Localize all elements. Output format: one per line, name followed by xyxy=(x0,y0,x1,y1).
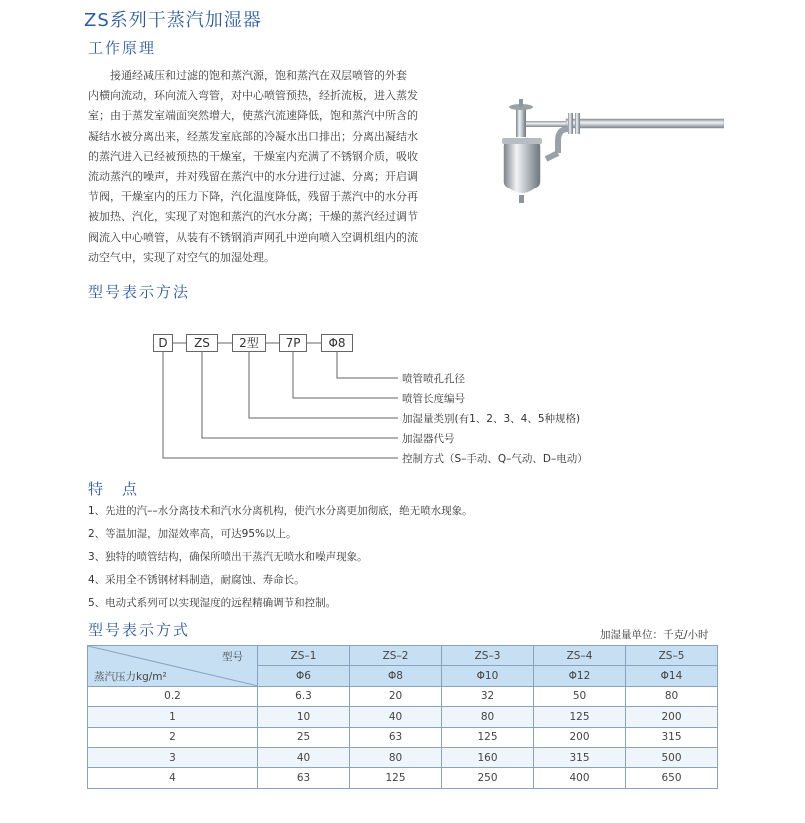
section-heading-features: 特 点 xyxy=(88,480,140,498)
table-cell: 40 xyxy=(350,707,442,727)
table-row xyxy=(88,768,718,788)
code-label-hole-diameter: 喷管喷孔孔径 xyxy=(402,373,465,385)
principle-line: 的蒸汽进入已经被预热的干燥室，干燥室内充满了不锈钢介质，吸收 xyxy=(88,149,418,163)
table-cell: 80 xyxy=(442,707,534,727)
table-cell: 32 xyxy=(442,686,534,706)
feature-item: 1、先进的汽––水分离技术和汽水分离机构，使汽水分离更加彻底，绝无喷水现象。 xyxy=(88,505,473,517)
principle-line: 内横向流动，环向流入弯管，对中心喷管预热，经折流板，进入蒸发 xyxy=(88,89,418,103)
table-cell-pressure: 3 xyxy=(88,747,258,767)
principle-line: 动空气中，实现了对空气的加湿处理。 xyxy=(88,250,275,264)
feature-item: 2、等温加湿，加湿效率高，可达95%以上。 xyxy=(88,528,297,540)
principle-line: 接通经减压和过滤的饱和蒸汽源，饱和蒸汽在双层喷管的外套 xyxy=(110,69,407,82)
table-cell: 315 xyxy=(626,727,718,747)
table-row xyxy=(88,686,718,706)
page-title: ZS系列干蒸汽加湿器 xyxy=(84,10,262,31)
code-part-series: ZS xyxy=(186,334,218,352)
table-cell: 63 xyxy=(350,727,442,747)
table-corner-cell xyxy=(88,646,258,687)
code-label-capacity: 加湿量类别(有1、2、3、4、5种规格) xyxy=(402,413,581,425)
table-cell: 315 xyxy=(534,747,626,767)
table-header-cell: Φ12 xyxy=(534,666,626,686)
table-row xyxy=(88,727,718,747)
table-cell: 250 xyxy=(442,768,534,788)
table-cell: 63 xyxy=(258,768,350,788)
table-header-cell: ZS–4 xyxy=(534,646,626,666)
table-cell-pressure: 1 xyxy=(88,707,258,727)
table-cell: 650 xyxy=(626,768,718,788)
table-cell: 80 xyxy=(626,686,718,706)
table-cell: 200 xyxy=(626,707,718,727)
table-cell: 6.3 xyxy=(258,686,350,706)
section-heading-model-table: 型号表示方式 xyxy=(88,621,191,639)
table-row xyxy=(88,747,718,767)
table-cell: 40 xyxy=(258,747,350,767)
table-cell: 80 xyxy=(350,747,442,767)
section-heading-principle: 工作原理 xyxy=(88,39,157,57)
table-cell: 125 xyxy=(534,707,626,727)
code-label-series: 加湿器代号 xyxy=(402,433,455,445)
table-cell: 200 xyxy=(534,727,626,747)
table-cell-pressure: 0.2 xyxy=(88,686,258,706)
code-part-hole-diameter: Φ8 xyxy=(321,334,353,352)
table-cell: 25 xyxy=(258,727,350,747)
table-header-cell: ZS–1 xyxy=(258,646,350,666)
principle-line: 凝结水被分离出来，经蒸发室底部的冷凝水出口排出；分离出凝结水 xyxy=(88,129,418,143)
principle-line: 阀流入中心喷管，从装有不锈钢消声网孔中逆向喷入空调机组内的流 xyxy=(88,230,418,244)
table-header-cell: Φ14 xyxy=(626,666,718,686)
table-cell: 10 xyxy=(258,707,350,727)
spec-table xyxy=(87,645,718,789)
code-part-length: 7P xyxy=(279,334,307,352)
unit-note: 加湿量单位：千克/小时 xyxy=(600,629,709,641)
table-cell: 50 xyxy=(534,686,626,706)
table-cell: 125 xyxy=(350,768,442,788)
table-header-cell: Φ8 xyxy=(350,666,442,686)
table-cell: 500 xyxy=(626,747,718,767)
code-part-control: D xyxy=(153,334,173,352)
table-cell: 125 xyxy=(442,727,534,747)
code-label-length: 喷管长度编号 xyxy=(402,393,465,405)
principle-line: 流动蒸汽的噪声，并对残留在蒸汽中的水分进行过滤、分离；开启调 xyxy=(88,170,418,184)
table-header-cell: Φ10 xyxy=(442,666,534,686)
table-row-models xyxy=(88,646,718,666)
feature-item: 4、采用全不锈钢材料制造，耐腐蚀、寿命长。 xyxy=(88,574,305,586)
principle-line: 节阀，干燥室内的压力下降，汽化温度降低，残留于蒸汽中的水分再 xyxy=(88,190,418,204)
code-part-capacity: 2型 xyxy=(232,334,266,352)
table-header-cell: ZS–2 xyxy=(350,646,442,666)
table-header-cell: ZS–5 xyxy=(626,646,718,666)
table-cell: 160 xyxy=(442,747,534,767)
corner-label-model: 型号 xyxy=(222,651,243,663)
table-header-cell: Φ6 xyxy=(258,666,350,686)
feature-item: 5、电动式系列可以实现湿度的远程精确调节和控制。 xyxy=(88,597,337,609)
table-row xyxy=(88,707,718,727)
section-heading-model-method: 型号表示方法 xyxy=(88,283,191,301)
table-cell: 20 xyxy=(350,686,442,706)
feature-item: 3、独特的喷管结构，确保所喷出干蒸汽无喷水和噪声现象。 xyxy=(88,551,368,563)
code-label-control: 控制方式（S–手动、Q–气动、D–电动） xyxy=(402,453,588,465)
principle-line: 室；由于蒸发室端面突然增大，使蒸汽流速降低，饱和蒸汽中所含的 xyxy=(88,109,418,123)
table-header-cell: ZS–3 xyxy=(442,646,534,666)
table-cell-pressure: 2 xyxy=(88,727,258,747)
table-cell: 400 xyxy=(534,768,626,788)
table-cell-pressure: 4 xyxy=(88,768,258,788)
principle-line: 被加热、汽化，实现了对饱和蒸汽的汽水分离；干燥的蒸汽经过调节 xyxy=(88,210,418,224)
corner-label-pressure: 蒸汽压力kg/m² xyxy=(94,670,167,683)
